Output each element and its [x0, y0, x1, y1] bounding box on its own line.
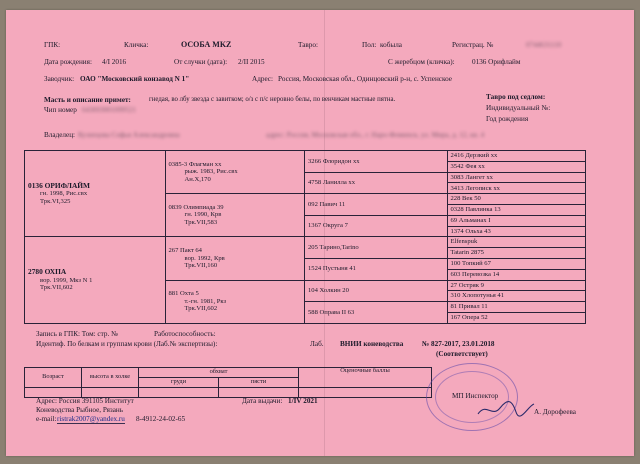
gen3-cell: 092 Павич 11	[304, 194, 447, 216]
gen4-cell: 3083 Лангет хх	[447, 172, 586, 183]
gen4-cell: 27 Остряк 9	[447, 280, 586, 291]
meas-girth-header: обхват	[139, 368, 299, 378]
year-label: Год рождения	[486, 115, 529, 123]
pedigree-line1: т.-гн. 1981, Ркз	[184, 297, 227, 305]
gpk-entry: Запись в ГПК: Том: стр. №	[36, 330, 118, 338]
expert-number: № 827-2017, 23.01.2018	[422, 340, 495, 348]
regnum-label: Регистрац. №	[452, 41, 494, 49]
dam-name: 2780 ОХПА	[28, 267, 67, 277]
phone: 8-4912-24-02-65	[136, 415, 186, 423]
address-value: Россия, Московская обл., Одинцовский р-н, с. Успенское	[278, 75, 452, 83]
pedigree-table	[24, 150, 586, 324]
meas-cannon-header: пясти	[219, 378, 299, 388]
dam-sire-cell	[165, 237, 304, 280]
gen4-cell: 167 Опера 52	[447, 312, 586, 323]
owner-value: Кузнецова Софья Александровна	[78, 131, 180, 139]
pedigree-line2: Ан.X,170	[184, 175, 211, 183]
mating-value: 2/II 2015	[238, 58, 265, 66]
gen4-cell: 69 Альманах I	[447, 215, 586, 226]
pedigree-line2: Трк.VII,160	[184, 262, 218, 270]
gen4-cell: 603 Перевозка 14	[447, 269, 586, 280]
gen3-cell: 1524 Пустыня 41	[304, 258, 447, 280]
signature-icon	[476, 398, 536, 420]
lab-label: Лаб.	[310, 340, 324, 348]
issue-date-label: Дата выдачи:	[242, 397, 283, 405]
gen3-cell: 3266 Флоридон хх	[304, 151, 447, 173]
gen3-cell: 205 Тарино,Tarino	[304, 237, 447, 259]
gen3-cell: 1367 Округа 7	[304, 215, 447, 237]
issue-date-value: 1/IV 2021	[288, 397, 318, 405]
chip-label: Чип номер	[44, 106, 77, 114]
address-label: Адрес:	[252, 75, 273, 83]
mating-label: От случки (дата):	[174, 58, 228, 66]
meas-cell	[82, 388, 139, 398]
org-address: Адрес: Россия 391105 Институт	[36, 397, 134, 405]
stamp-inspector-label: МП Инспектор	[452, 392, 499, 400]
pedigree-line1: рыж. 1983, Рис.свх	[184, 168, 238, 176]
gen3-cell: 4758 Ланилла хх	[304, 172, 447, 194]
gen4-cell: 310 Хлопотунья 41	[447, 291, 586, 302]
signature-name: А. Дорофеева	[534, 408, 576, 416]
birthdate-label: Дата рождения:	[44, 58, 92, 66]
owner-label: Владелец:	[44, 131, 76, 139]
sire-name: 0136 ОРИФЛАЙМ	[28, 180, 91, 190]
gen4-cell: 1374 Ольха 43	[447, 226, 586, 237]
gen4-cell: Elfenspuk	[447, 237, 586, 248]
meas-cell	[219, 388, 299, 398]
performance-label: Работоспособность:	[154, 330, 216, 338]
sire-cell	[25, 151, 166, 237]
horse-name: ОСОБА MKZ	[181, 40, 232, 49]
meas-cell	[25, 388, 82, 398]
birthdate-value: 4/I 2016	[102, 58, 127, 66]
org-name: Коневодства Рыбное, Рязань	[36, 406, 124, 414]
chip-value: 643093001099521	[82, 106, 136, 114]
owner-address: адрес: Россия, Московская обл., г. Наро-Фоминск, ул. Мира, д. 12, кв. 4	[266, 131, 485, 139]
individual-no-label: Индивидуальный №:	[486, 104, 551, 112]
sire-sire-cell	[165, 151, 304, 194]
pedigree-line2: Трк.VII,602	[184, 305, 218, 313]
email-link[interactable]: ristrak2007@yandex.ru	[57, 415, 125, 423]
meas-age-header: Возраст	[25, 368, 82, 388]
sire-line1: гн. 1998, Рис.свх	[40, 190, 88, 198]
gen4-cell: 81 Привал 11	[447, 302, 586, 313]
sex-label: Пол:	[362, 41, 377, 49]
dam-cell	[25, 237, 166, 323]
dam-line1: вор. 1999, Мкз N 1	[40, 276, 93, 284]
gen4-cell: 3542 Фея хх	[447, 161, 586, 172]
pedigree-line1: вор. 1992, Крв	[184, 254, 225, 262]
gen4-cell: 2416 Дерзкий хх	[447, 151, 586, 162]
pedigree-name: 0839 Олимпиада 39	[168, 203, 224, 211]
pedigree-line2: Трк.VII,583	[184, 219, 218, 227]
breeder-value: ОАО "Московский конзавод N 1"	[80, 75, 190, 83]
identification-text: Идентиф. По белкам и группам крови (Лаб.№ экспертизы):	[36, 340, 218, 348]
vniik-label: ВНИИ коневодства	[340, 340, 404, 348]
pedigree-certificate	[6, 10, 634, 456]
foal-sire-value: 0136 Орифлайм	[472, 58, 521, 66]
sex-value: кобыла	[380, 41, 402, 49]
dam-dam-cell	[165, 280, 304, 323]
gen4-cell: 3413 Легописк хх	[447, 183, 586, 194]
gpk-label: ГПК:	[44, 41, 61, 49]
gen4-cell: Tatarin 2875	[447, 248, 586, 259]
tavro-label: Тавро:	[298, 41, 318, 49]
gen3-cell: 588 Оправа II 63	[304, 302, 447, 324]
regnum-value: 0744631110	[526, 41, 562, 49]
dam-line2: Трк.VII,602	[40, 284, 73, 292]
measurements-table	[24, 367, 432, 398]
meas-score-header: Оценочные баллы	[299, 368, 432, 388]
email-label: e-mail:	[36, 415, 57, 423]
sire-line2: Трк.VI,325	[40, 197, 71, 205]
nick-label: Кличка:	[124, 41, 149, 49]
meas-height-header: высота в холке	[82, 368, 139, 388]
pedigree-line1: гн. 1990, Крв	[184, 211, 222, 219]
pedigree-name: 267 Пакт 64	[168, 247, 202, 255]
pedigree-name: 0385-3 Флагман хх	[168, 160, 222, 168]
gen4-cell: 100 Топкий 67	[447, 258, 586, 269]
tavro-saddle-label: Тавро под седлом:	[486, 93, 546, 101]
meas-cell	[299, 388, 432, 398]
foal-sire-label: С жеребцом (кличка):	[388, 58, 455, 66]
breeder-label: Заводчик:	[44, 75, 75, 83]
expert-status: (Соответствует)	[436, 350, 488, 358]
color-value: гнедая, во лбу звезда с завитком; о/з с п/с неровно белы, по венчикам мастные пятна.	[149, 96, 396, 103]
pedigree-name: 881 Охта 5	[168, 290, 199, 298]
gen3-cell: 104 Холкин 20	[304, 280, 447, 302]
gen4-cell: 0328 Павлинка 13	[447, 204, 586, 215]
color-label: Масть и описание примет:	[44, 96, 131, 104]
sire-dam-cell	[165, 194, 304, 237]
meas-chest-header: груди	[139, 378, 219, 388]
meas-cell	[139, 388, 219, 398]
gen4-cell: 228 Век 50	[447, 194, 586, 205]
